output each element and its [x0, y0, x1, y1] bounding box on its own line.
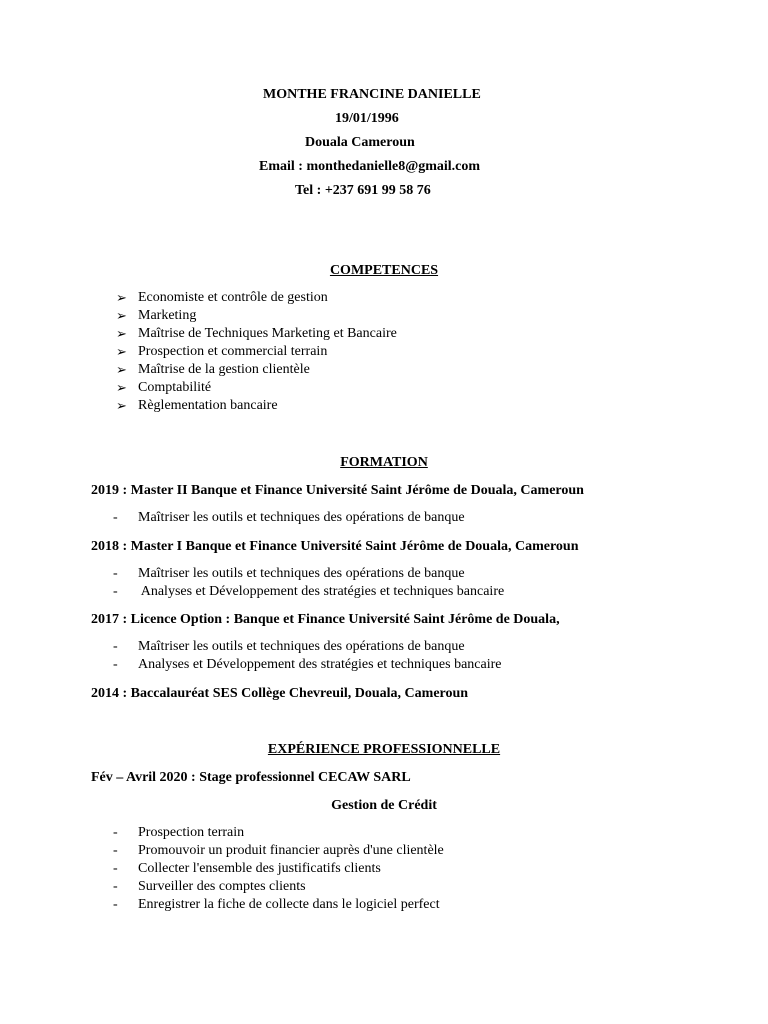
formation-title: FORMATION: [340, 455, 428, 470]
list-item: - Maîtriser les outils et techniques des opérations de banque: [113, 510, 465, 525]
dash-bullet-icon: -: [113, 510, 118, 525]
dash-bullet-icon: -: [113, 566, 118, 581]
list-item: - Maîtriser les outils et techniques des opérations de banque: [113, 639, 465, 654]
dash-bullet-icon: -: [113, 657, 118, 672]
list-item: ➢ Règlementation bancaire: [116, 398, 278, 413]
list-item: ➢ Comptabilité: [116, 380, 212, 395]
dash-bullet-icon: -: [113, 843, 118, 858]
arrow-bullet-icon: ➢: [116, 290, 127, 305]
formation-heading-2019: 2019 : Master II Banque et Finance Université Saint Jérôme de Douala, Cameroun: [91, 483, 584, 498]
arrow-bullet-icon: ➢: [116, 326, 127, 341]
list-item: - Maîtriser les outils et techniques des opérations de banque: [113, 566, 465, 581]
dash-bullet-icon: -: [113, 639, 118, 654]
dash-bullet-icon: -: [113, 861, 118, 876]
dash-bullet-icon: -: [113, 897, 118, 912]
list-item: - Enregistrer la fiche de collecte dans le logiciel perfect: [113, 897, 440, 912]
experience-title: EXPÉRIENCE PROFESSIONNELLE: [267, 742, 501, 757]
dash-bullet-icon: -: [113, 584, 118, 599]
arrow-bullet-icon: ➢: [116, 344, 127, 359]
competences-list: [116, 289, 397, 415]
formation-heading-2017: 2017 : Licence Option : Banque et Finance Université Saint Jérôme de Douala,: [91, 612, 560, 627]
experience-list: [113, 824, 444, 914]
formation-list-2017: [113, 638, 501, 674]
arrow-bullet-icon: ➢: [116, 362, 127, 377]
list-item: - Surveiller des comptes clients: [113, 879, 306, 894]
date-of-birth: 19/01/1996: [335, 111, 399, 126]
list-item: ➢ Economiste et contrôle de gestion: [116, 290, 328, 305]
dash-bullet-icon: -: [113, 825, 118, 840]
list-item: ➢ Maîtrise de Techniques Marketing et Bancaire: [116, 326, 397, 341]
competences-title: COMPETENCES: [329, 263, 439, 278]
list-item: - Analyses et Développement des stratégies et techniques bancaire: [113, 657, 502, 672]
experience-heading: Fév – Avril 2020 : Stage professionnel CECAW SARL: [91, 770, 411, 785]
location: Douala Cameroun: [305, 135, 415, 150]
phone: Tel : +237 691 99 58 76: [295, 183, 431, 198]
email: Email : monthedanielle8@gmail.com: [259, 159, 481, 174]
formation-list-2018: [113, 565, 504, 601]
arrow-bullet-icon: ➢: [116, 380, 127, 395]
formation-heading-2014: 2014 : Baccalauréat SES Collège Chevreuil, Douala, Cameroun: [91, 686, 469, 701]
candidate-name: MONTHE FRANCINE DANIELLE: [263, 87, 481, 102]
list-item: - Analyses et Développement des stratégies et techniques bancaire: [113, 584, 505, 599]
dash-bullet-icon: -: [113, 879, 118, 894]
experience-subheading: Gestion de Crédit: [331, 798, 437, 813]
list-item: - Prospection terrain: [113, 825, 245, 840]
list-item: - Collecter l'ensemble des justificatifs clients: [113, 861, 381, 876]
formation-heading-2018: 2018 : Master I Banque et Finance Université Saint Jérôme de Douala, Cameroun: [91, 539, 579, 554]
formation-list-2019: [113, 509, 465, 527]
list-item: ➢ Prospection et commercial terrain: [116, 344, 328, 359]
arrow-bullet-icon: ➢: [116, 398, 127, 413]
list-item: ➢ Marketing: [116, 308, 197, 323]
arrow-bullet-icon: ➢: [116, 308, 127, 323]
list-item: - Promouvoir un produit financier auprès d'une clientèle: [113, 843, 444, 858]
list-item: ➢ Maîtrise de la gestion clientèle: [116, 362, 310, 377]
